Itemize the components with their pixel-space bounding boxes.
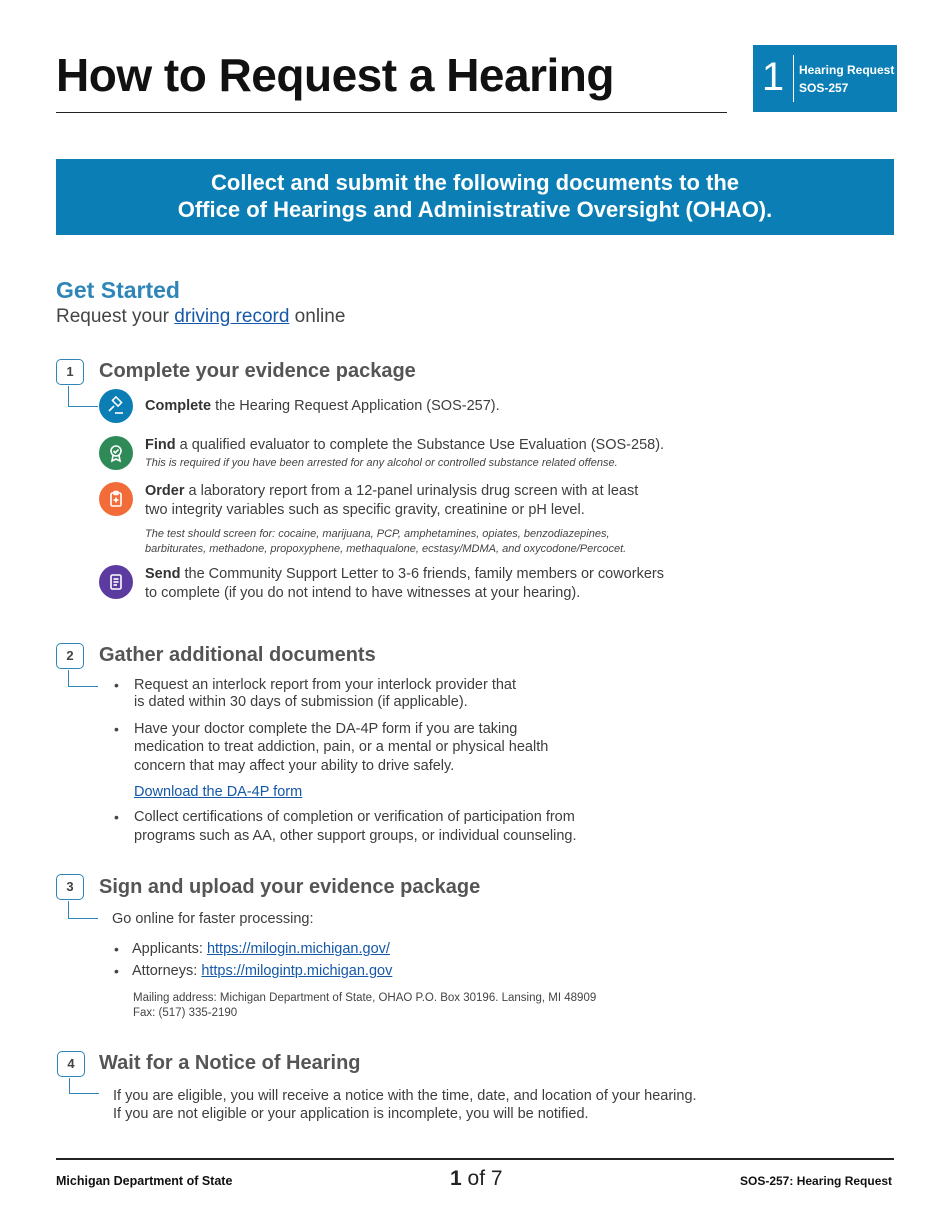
step-1-item-3-note-2: barbiturates, methadone, propoxyphene, methaqualone, ecstasy/MDMA, and oxycodone/Percocet.: [145, 543, 627, 555]
page-indicator: [450, 1167, 503, 1191]
bullet: •: [114, 677, 119, 693]
bullet: •: [114, 963, 119, 979]
step-3-intro: Go online for faster processing:: [112, 911, 314, 927]
step-2-bullet-3: Collect certifications of completion or verification of participation from: [134, 809, 575, 825]
driving-record-link[interactable]: driving record: [174, 306, 290, 327]
step-1-item-2: [145, 436, 664, 455]
fax-number: Fax: (517) 335-2190: [133, 1007, 238, 1019]
step-1-connector-h: [68, 406, 98, 407]
footer-department: Michigan Department of State: [56, 1174, 233, 1188]
document-icon: [99, 565, 133, 599]
item-1-text: the Hearing Request Application (SOS-257).: [211, 398, 500, 414]
footer-form-id: SOS-257: Hearing Request: [740, 1174, 893, 1188]
step-4-line-1: If you are eligible, you will receive a notice with the time, date, and location of your hearing.: [113, 1088, 697, 1104]
step-4-title: Wait for a Notice of Hearing: [99, 1052, 361, 1074]
page-total: of 7: [461, 1167, 503, 1190]
form-badge: [753, 45, 897, 112]
get-started-heading: Get Started: [56, 277, 180, 303]
item-2-text: a qualified evaluator to complete the Substance Use Evaluation (SOS-258).: [175, 437, 665, 453]
medical-clipboard-icon: [99, 482, 133, 516]
step-1-item-3-line2: two integrity variables such as specific gravity, creatinine or pH level.: [145, 502, 585, 518]
step-2-connector: [68, 670, 69, 686]
step-2-bullet-2-line2: medication to treat addiction, pain, or a mental or physical health: [134, 739, 549, 755]
bullet: •: [114, 721, 119, 737]
step-1-item-3-note: The test should screen for: cocaine, marijuana, PCP, amphetamines, opiates, benzodiazepines,: [145, 528, 610, 540]
banner-line-1: Collect and submit the following documents to the: [211, 170, 739, 195]
mailing-address: Mailing address: Michigan Department of State, OHAO P.O. Box 30196. Lansing, MI 48909: [133, 992, 597, 1004]
step-2-connector-h: [68, 686, 98, 687]
step-4-connector-h: [69, 1093, 99, 1094]
get-started-text: [56, 306, 345, 328]
banner-line-2: Office of Hearings and Administrative Oversight (OHAO).: [177, 197, 773, 222]
gavel-icon: [99, 389, 133, 423]
item-4-bold: Send: [145, 566, 181, 582]
step-2-title: Gather additional documents: [99, 644, 376, 666]
attorneys-link[interactable]: https://milogintp.michigan.gov: [201, 963, 393, 979]
attorneys-label: Attorneys:: [132, 963, 202, 979]
download-da4p-link[interactable]: Download the DA-4P form: [134, 784, 303, 800]
step-3-number: 3: [56, 874, 84, 900]
step-3-connector-h: [68, 918, 98, 919]
badge-label: Hearing Request: [799, 63, 895, 77]
item-2-bold: Find: [145, 437, 176, 453]
footer-divider: [56, 1158, 894, 1160]
step-1-item-4: [145, 565, 664, 584]
item-4-text: the Community Support Letter to 3-6 friends, family members or coworkers: [180, 566, 664, 582]
step-2-bullet-3-line2: programs such as AA, other support groups, or individual counseling.: [134, 828, 577, 844]
bullet: •: [114, 809, 119, 825]
badge-number: 1: [761, 55, 785, 99]
step-1-connector: [68, 386, 69, 406]
step-1-title: Complete your evidence package: [99, 360, 416, 382]
page-title: How to Request a Hearing: [56, 49, 614, 101]
step-1-item-3: [145, 482, 638, 501]
get-started-prefix: Request your: [56, 306, 175, 327]
item-3-text: a laboratory report from a 12-panel urinalysis drug screen with at least: [184, 483, 639, 499]
step-1-item-2-note: This is required if you have been arrested for any alcohol or controlled substance related offense.: [145, 457, 618, 469]
step-4-connector: [69, 1078, 70, 1093]
bullet: •: [114, 941, 119, 957]
step-2-bullet-2: Have your doctor complete the DA-4P form if you are taking: [134, 721, 518, 737]
step-2-bullet-2-line3: concern that may affect your ability to drive safely.: [134, 758, 455, 774]
item-1-bold: Complete: [145, 398, 212, 414]
applicants-link[interactable]: https://milogin.michigan.gov/: [206, 941, 390, 957]
step-1-item-4-line2: to complete (if you do not intend to have witnesses at your hearing).: [145, 585, 581, 601]
step-2-bullet-1-line2: is dated within 30 days of submission (if applicable).: [134, 694, 468, 710]
badge-check-icon: [99, 436, 133, 470]
step-2-bullet-1: Request an interlock report from your interlock provider that: [134, 677, 517, 693]
badge-form-id: SOS-257: [799, 81, 849, 95]
applicants-label: Applicants:: [132, 941, 207, 957]
instruction-banner: [56, 159, 894, 235]
step-4-number: 4: [57, 1051, 85, 1077]
step-3-title: Sign and upload your evidence package: [99, 876, 481, 898]
step-1-number: 1: [56, 359, 84, 385]
step-4-line-2: If you are not eligible or your application is incomplete, you will be notified.: [113, 1106, 589, 1122]
title-divider: [56, 112, 727, 113]
page-current: 1: [450, 1167, 462, 1190]
get-started-suffix: online: [289, 306, 346, 327]
applicants-line: [132, 940, 390, 959]
badge-divider: [793, 55, 794, 102]
step-1-item-1: [145, 397, 500, 416]
step-3-connector: [68, 901, 69, 918]
step-2-number: 2: [56, 643, 84, 669]
attorneys-line: [132, 962, 392, 981]
item-3-bold: Order: [145, 483, 185, 499]
